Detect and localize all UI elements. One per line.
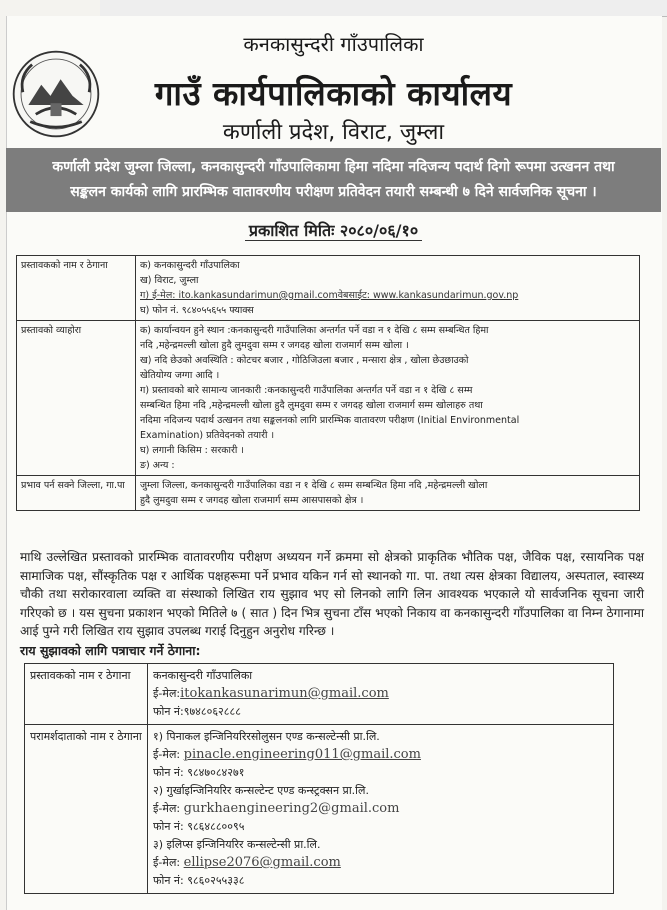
contact-proponent-label: प्रस्तावकको नाम र ठेगाना — [25, 664, 148, 725]
correspondence-heading: राय सुझावको लागि पत्राचार गर्ने ठेगाना: — [20, 643, 201, 658]
firm-email-row — [153, 800, 608, 818]
list-item: Examination) प्रतिवेदनको तयारी । — [140, 430, 275, 441]
notice-banner — [6, 148, 661, 212]
banner-line-1: कर्णाली प्रदेश जुम्ला जिल्ला, कनकासुन्दरी गाँउपालिकामा हिमा नदिमा नदिजन्य पदार्थ दिगो रूपमा उत्खनन तथा — [52, 159, 615, 175]
proposal-label: प्रस्तावको व्याहोरा — [17, 321, 136, 476]
firm-email-row — [153, 854, 608, 872]
list-item: ख) नदि छेउको अवस्थिति : कोटचर बजार , गोठिजिउला बजार , मन्सारा क्षेत्र , खोला छेउछाउको — [140, 355, 469, 366]
table-row — [25, 664, 614, 725]
details-table — [16, 255, 640, 511]
contact-consultant-label: परामर्शदाताको नाम र ठेगाना — [25, 725, 148, 894]
banner-line-2: सङ्कलन कार्यको लागि प्रारम्भिक वातावरणीय परीक्षण प्रतिवेदन तयारी सम्बन्धी ७ दिने सार्वजनिक सूचना । — [70, 184, 597, 200]
notice-paragraph: माथि उल्लेखित प्रस्तावको प्रारम्भिक वातावरणीय परीक्षण अध्ययन गर्ने क्रममा सो क्षेत्रको प्राकृतिक भौतिक पक्ष, जैविक पक्ष, रसायनिक पक्ष सामाजिक पक्ष, सौंस्कृतिक पक्ष र आर्थिक पक्षहरूमा पर्ने प्रभाव यकिन गर्न सो स्थानको गा. पा. तथा त्यस क्षेत्रका विद्यालय, अस्पताल, स्वास्थ्य चौकी तथा सरोकारवाला व्यक्ति वा संस्थाको लिखित राय सुझाव भए सो लिनको लागि लिन आवश्यक भएकाले यो सार्वजनिक सूचना जारी गरिएको छ । यस सुचना प्रकाशन भएको मितिले ७ ( सात ) दिन भित्र सुचना टाँस भएको निकाय वा कनकासुन्दरी गाँउपालिका वा निम्न ठेगानामा आई पुग्ने गरी लिखित राय सुझाव उपलब्ध गराई दिनुहुन अनुरोध गरिन्छ । — [20, 550, 644, 638]
contacts-table — [24, 663, 614, 894]
list-item: ख) विराट, जुम्ला — [140, 275, 199, 286]
firm-phone: फोन नं: ९८६०२५५३३८ — [153, 874, 245, 887]
publication-date-text: प्रकाशित मितिः २०८०/०६/१० — [245, 221, 422, 241]
proponent-label: प्रस्तावकको नाम र ठेगाना — [17, 256, 136, 321]
list-item: जुम्ला जिल्ला, कनकासुन्दरी गाउँपालिका वडा न १ देखि ८ सम्म सम्बन्धित हिमा नदि ,महेन्द्रमल्ली खोला — [140, 480, 488, 491]
table-row — [17, 321, 640, 476]
contact-proponent-details — [148, 664, 614, 725]
email-label: ई-मेल: — [153, 687, 181, 700]
email-label: ई-मेल: — [153, 856, 181, 869]
contact-name: कनकासुन्दरी गाँउपालिका — [153, 669, 253, 682]
municipality-name: कनकासुन्दरी गाँउपालिका — [243, 32, 424, 56]
proponent-email-website[interactable]: ग) ई-मेल: ito.kankasundarimun@gmail.comवेबसाईट: www.kankasundarimun.gov.np — [140, 290, 519, 301]
table-row — [25, 725, 614, 894]
list-item: घ) लगानी किसिम : सरकारी । — [140, 445, 244, 456]
contact-email-link[interactable]: itokankasunarimun@gmail.com — [180, 686, 389, 701]
office-title: गाउँ कार्यपालिकाको कार्यालय — [154, 74, 513, 113]
firm-name: १) पिनाकल इन्जिनियरिरसोलुसन एण्ड कन्सल्टेन्सी प्रा.लि. — [153, 730, 380, 743]
list-item: क) कनकासुन्दरी गाँउपालिका — [140, 260, 240, 271]
proposal-details — [136, 321, 640, 476]
table-row — [17, 256, 640, 321]
list-item: हुदै लुमदुवा सम्म र जगदह खोला राजमार्ग सम्म आसपासको क्षेत्र । — [140, 495, 364, 506]
affected-area-label: प्रभाव पर्न सक्ने जिल्ला, गा.पा — [17, 476, 136, 511]
firm-phone: फोन नं: ९८४७०८४२७१ — [153, 766, 245, 779]
list-item: नदिमा नदिजन्य पदार्थ उत्खनन तथा सङ्कलनको लागि प्रारम्भिक वातावरण परीक्षण (Initial Environmental — [140, 415, 520, 426]
publication-date — [0, 219, 667, 241]
email-label: ई-मेल: — [153, 802, 181, 815]
list-item: ग) प्रस्तावको बारे सामान्य जानकारी :कनकासुन्दरी गाउँपालिका अन्तर्गत पर्ने वडा न १ देखि ८ सम्म — [140, 385, 473, 396]
scan-top-strip — [100, 0, 667, 17]
list-item: ङ) अन्य : — [140, 460, 175, 471]
firm-phone: फोन नं: ९८६४८८००९५ — [153, 820, 245, 833]
list-item: सम्बन्धित हिमा नदि ,महेन्द्रमल्ली खोला हुदै लुमदुवा सम्म र जगदह खोला राजमार्ग सम्म खोलाहरु तथा — [140, 400, 483, 411]
proponent-details — [136, 256, 640, 321]
firm-email-link[interactable]: gurkhaengineering2@gmail.com — [183, 801, 400, 816]
list-item: नदि ,महेन्द्रमल्ली खोला हुदै लुमदुवा सम्म र जगदह खोला राजमार्ग सम्म खोला । — [140, 340, 409, 351]
firm-email-link[interactable]: pinacle.engineering011@gmail.com — [183, 747, 421, 762]
contact-phone: फोन नं:९७४८०६२८८८ — [153, 705, 241, 718]
affected-area-details — [136, 476, 640, 511]
contact-consultant-details — [148, 725, 614, 894]
list-item: घ) फोन नं. ९८४०५५६५५ फ्याक्स — [140, 305, 254, 316]
list-item: क) कार्यान्वयन हुने स्थान :कनकासुन्दरी गाउँपालिका अन्तर्गत पर्ने वडा न १ देखि ८ सम्म सम्बन्धित हिमा — [140, 325, 489, 336]
firm-name: २) गुर्खाइन्जिनियरिर कन्सल्टेन्ट एण्ड कन्स्ट्रक्सन प्रा.लि. — [153, 784, 369, 797]
list-item: खेतियोग्य जग्गा आदि । — [140, 370, 220, 381]
firm-email-link[interactable]: ellipse2076@gmail.com — [183, 855, 341, 870]
firm-name: ३) इलिप्स इन्जिनियरिर कन्सल्टेन्सी प्रा.लि. — [153, 838, 321, 851]
contact-email-row — [153, 685, 608, 703]
table-row — [17, 476, 640, 511]
office-address: कर्णाली प्रदेश, विराट, जुम्ला — [222, 120, 445, 145]
email-label: ई-मेल: — [153, 748, 181, 761]
firm-email-row — [153, 746, 608, 764]
